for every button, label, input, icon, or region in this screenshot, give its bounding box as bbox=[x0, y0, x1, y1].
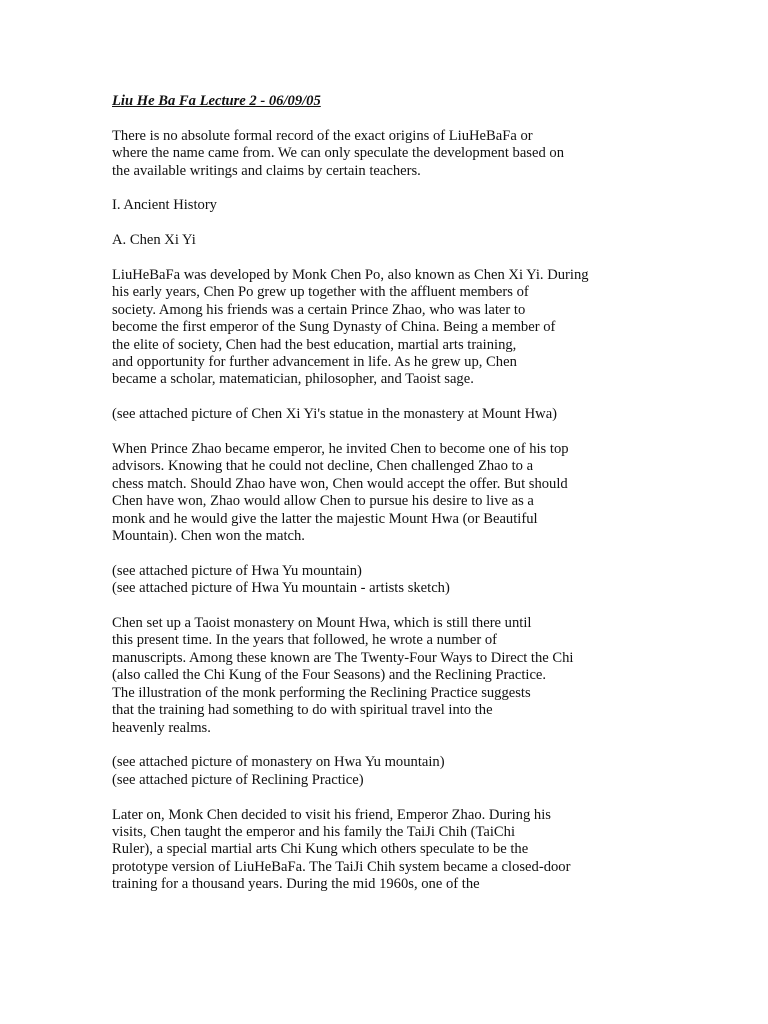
text-line: A. Chen Xi Yi bbox=[112, 232, 196, 249]
paragraph-monastery bbox=[112, 615, 742, 737]
text-line: Later on, Monk Chen decided to visit his friend, Emperor Zhao. During his bbox=[112, 806, 551, 823]
text-line: where the name came from. We can only speculate the development based on bbox=[112, 145, 564, 162]
paragraph-intro bbox=[112, 128, 742, 180]
text-line: Mountain). Chen won the match. bbox=[112, 528, 305, 545]
subsection-heading-chen-xi-yi bbox=[112, 232, 742, 249]
picture-note-mountain bbox=[112, 563, 742, 598]
text-line: his early years, Chen Po grew up together with the affluent members of bbox=[112, 284, 529, 301]
text-line: monk and he would give the latter the majestic Mount Hwa (or Beautiful bbox=[112, 510, 538, 527]
document-page bbox=[112, 93, 742, 911]
text-line: (see attached picture of monastery on Hwa Yu mountain) bbox=[112, 754, 445, 771]
picture-note-monastery bbox=[112, 754, 742, 789]
text-line: prototype version of LiuHeBaFa. The TaiJi Chih system became a closed-door bbox=[112, 858, 571, 875]
text-line: become the first emperor of the Sung Dynasty of China. Being a member of bbox=[112, 319, 556, 336]
text-line: Ruler), a special martial arts Chi Kung which others speculate to be the bbox=[112, 841, 529, 858]
text-line: (see attached picture of Hwa Yu mountain) bbox=[112, 562, 362, 579]
text-line: chess match. Should Zhao have won, Chen would accept the offer. But should bbox=[112, 475, 568, 492]
text-line: the elite of society, Chen had the best education, martial arts training, bbox=[112, 336, 517, 353]
text-line: and opportunity for further advancement in life. As he grew up, Chen bbox=[112, 354, 517, 371]
paragraph-chess-match bbox=[112, 441, 742, 545]
text-line: There is no absolute formal record of the exact origins of LiuHeBaFa or bbox=[112, 127, 533, 144]
text-line: (see attached picture of Hwa Yu mountain - artists sketch) bbox=[112, 580, 450, 597]
text-line: Chen have won, Zhao would allow Chen to pursue his desire to live as a bbox=[112, 493, 534, 510]
paragraph-taiji-chih bbox=[112, 807, 742, 894]
text-line: (see attached picture of Reclining Practice) bbox=[112, 771, 364, 788]
text-line: manuscripts. Among these known are The Twenty-Four Ways to Direct the Chi bbox=[112, 649, 574, 666]
text-line: that the training had something to do with spiritual travel into the bbox=[112, 702, 493, 719]
text-line: advisors. Knowing that he could not decline, Chen challenged Zhao to a bbox=[112, 458, 534, 475]
section-heading-ancient-history bbox=[112, 197, 742, 214]
text-line: When Prince Zhao became emperor, he invited Chen to become one of his top bbox=[112, 441, 569, 458]
text-line: Chen set up a Taoist monastery on Mount Hwa, which is still there until bbox=[112, 615, 532, 632]
text-line: The illustration of the monk performing the Reclining Practice suggests bbox=[112, 684, 531, 701]
text-line: heavenly realms. bbox=[112, 719, 211, 736]
text-line: society. Among his friends was a certain Prince Zhao, who was later to bbox=[112, 301, 526, 318]
text-line: (see attached picture of Chen Xi Yi's statue in the monastery at Mount Hwa) bbox=[112, 406, 558, 423]
text-line: the available writings and claims by certain teachers. bbox=[112, 162, 421, 179]
paragraph-chen-po bbox=[112, 267, 742, 389]
document-title: Liu He Ba Fa Lecture 2 - 06/09/05 bbox=[112, 93, 321, 109]
text-line: became a scholar, matematician, philosopher, and Taoist sage. bbox=[112, 371, 474, 388]
text-line: training for a thousand years. During the mid 1960s, one of the bbox=[112, 876, 480, 893]
text-line: LiuHeBaFa was developed by Monk Chen Po, also known as Chen Xi Yi. During bbox=[112, 267, 589, 283]
text-line: I. Ancient History bbox=[112, 197, 217, 214]
text-line: visits, Chen taught the emperor and his family the TaiJi Chih (TaiChi bbox=[112, 823, 516, 840]
text-line: this present time. In the years that followed, he wrote a number of bbox=[112, 632, 497, 649]
picture-note-statue bbox=[112, 406, 742, 423]
text-line: (also called the Chi Kung of the Four Seasons) and the Reclining Practice. bbox=[112, 667, 547, 684]
